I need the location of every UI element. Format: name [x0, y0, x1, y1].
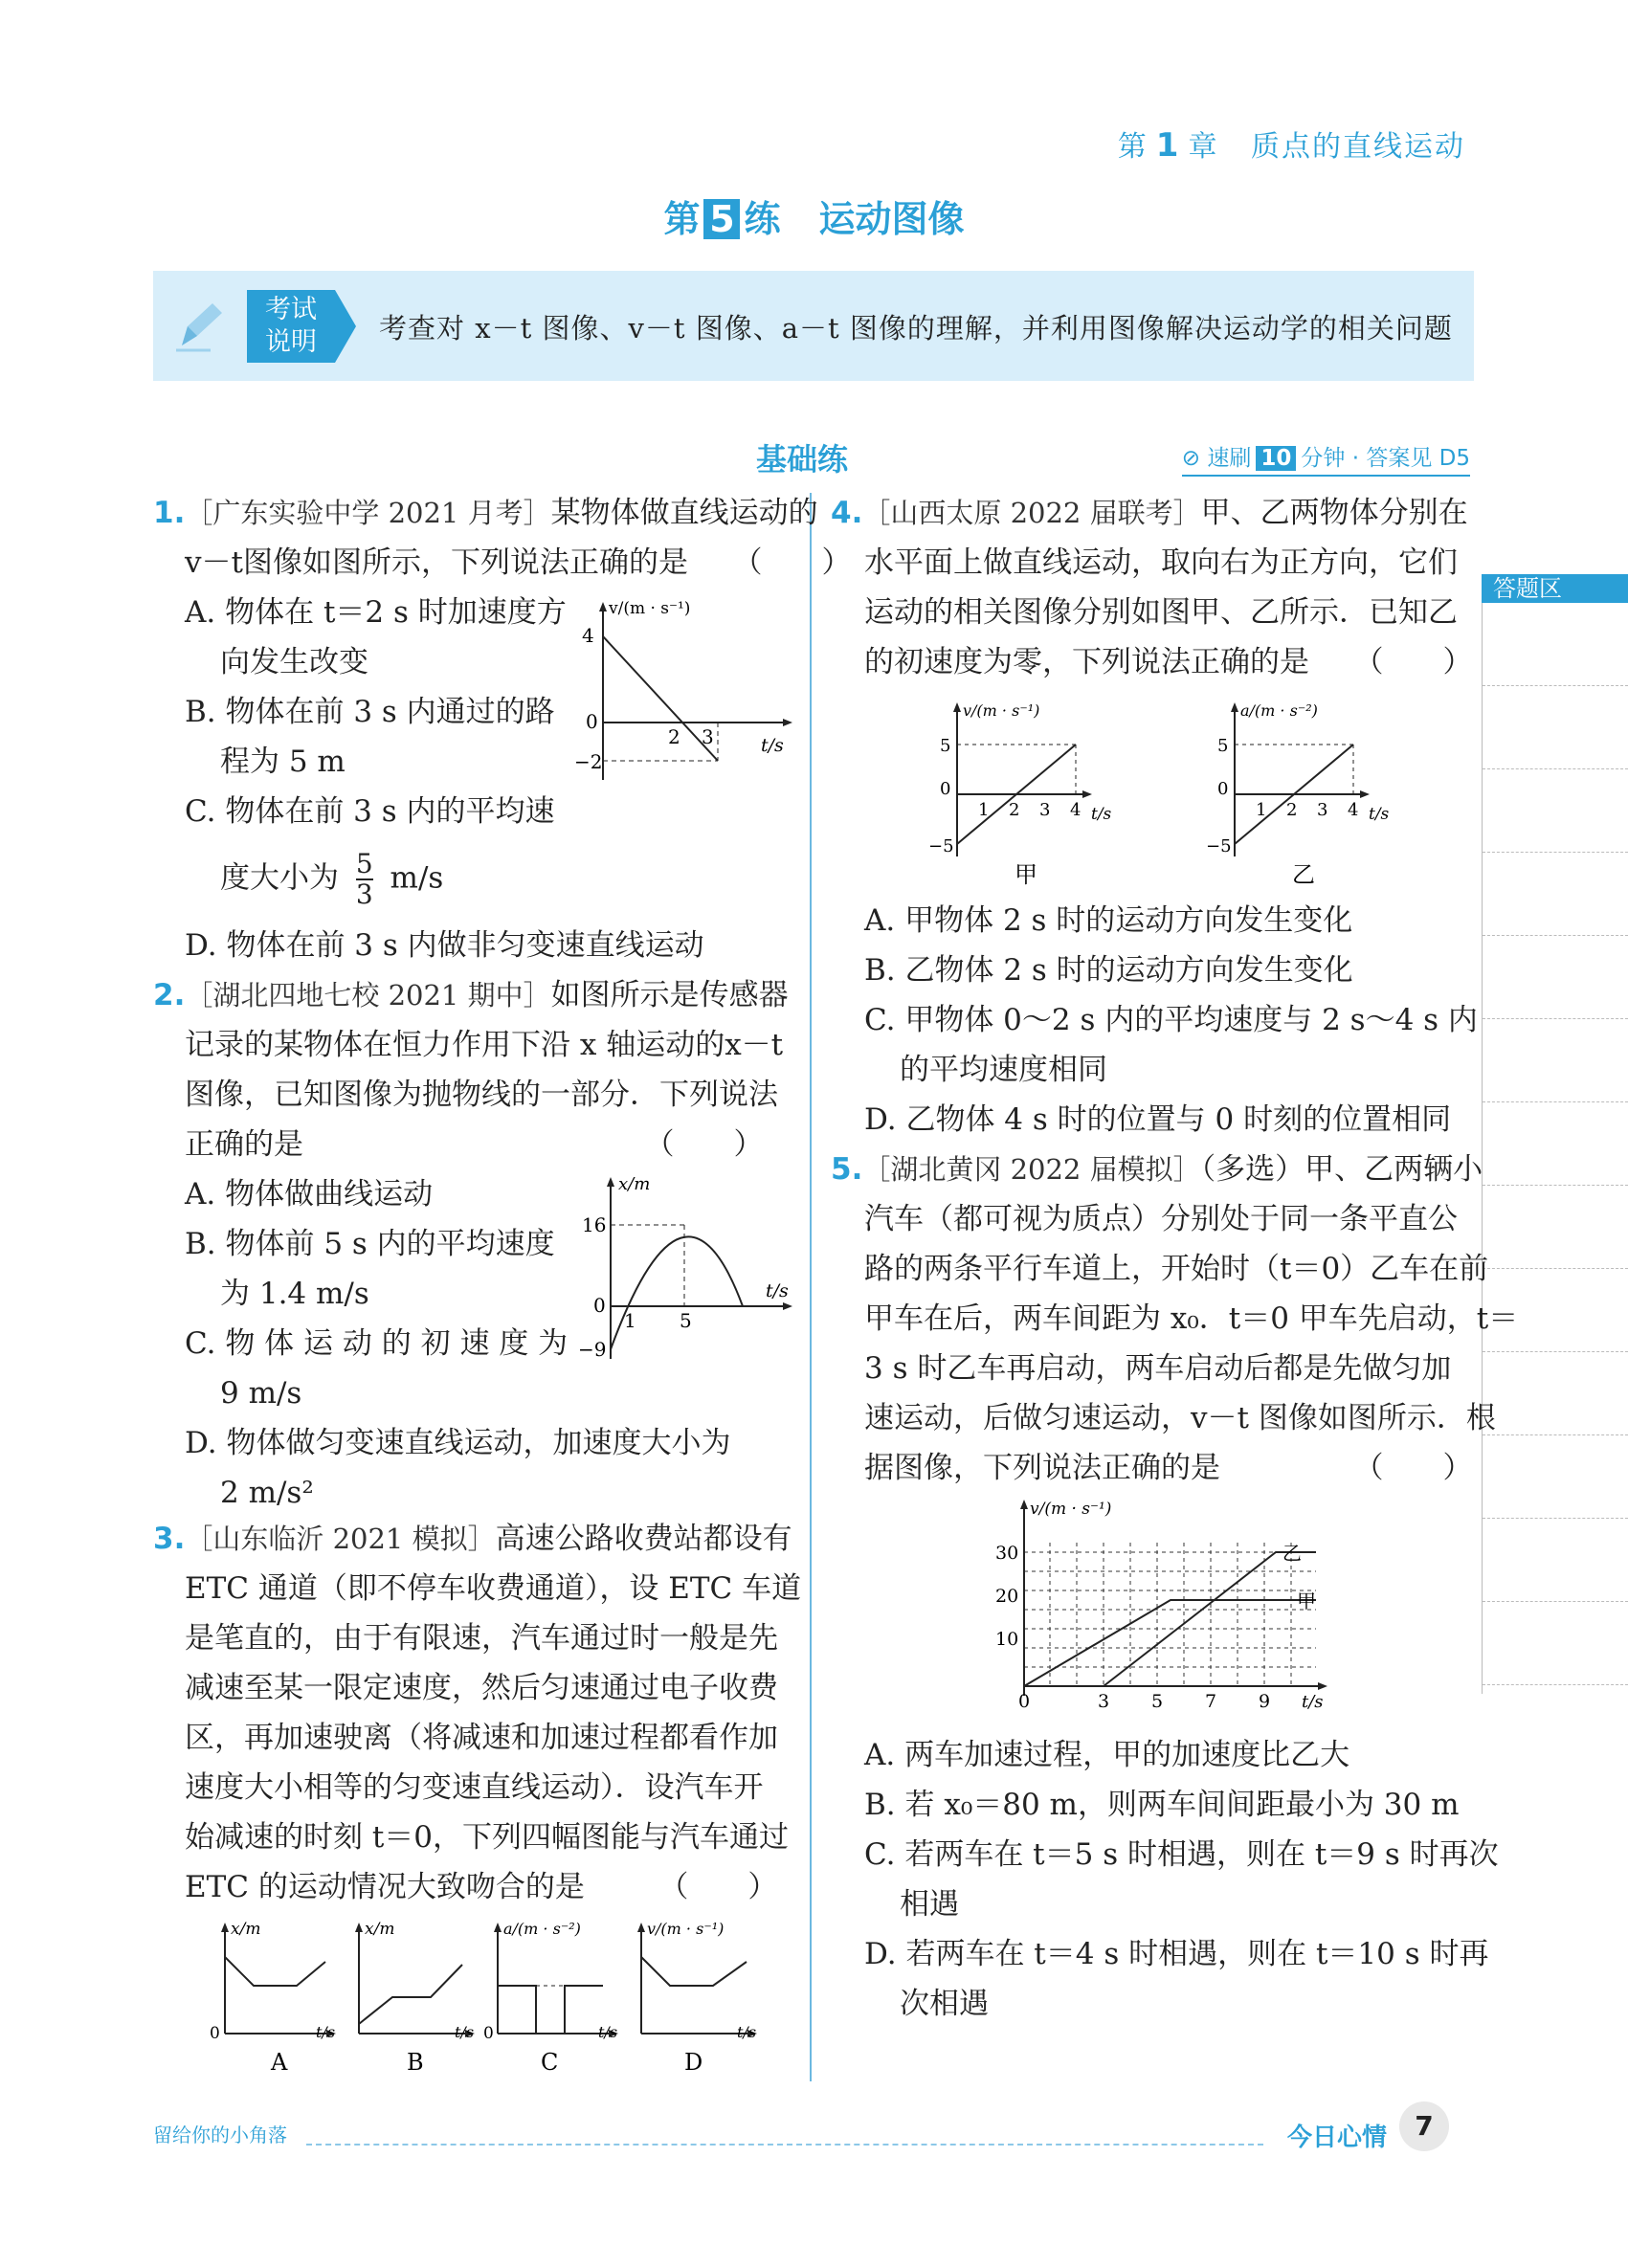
q2-option-c[interactable]: C. 物 体 运 动 的 初 速 度 为 [185, 1326, 569, 1361]
svg-text:乙: 乙 [1292, 861, 1315, 888]
svg-text:5: 5 [680, 1309, 692, 1332]
svg-text:1: 1 [978, 800, 990, 820]
svg-text:C: C [541, 2049, 559, 2076]
q3-line: 始减速的时刻 t＝0，下列四幅图能与汽车通过 [185, 1820, 790, 1855]
exam-description-text: 考查对 x－t 图像、v－t 图像、a－t 图像的理解，并利用图像解决运动学的相关问题 [379, 312, 1453, 345]
svg-text:5: 5 [940, 736, 951, 756]
svg-text:−5: −5 [1206, 836, 1232, 856]
svg-text:0: 0 [940, 779, 951, 799]
page-number: 7 [1399, 2101, 1449, 2151]
q4-graph-yi [1206, 701, 1390, 888]
svg-text:2: 2 [1286, 800, 1298, 820]
q4-option-c-2: 的平均速度相同 [900, 1053, 1107, 1087]
q2-option-b[interactable]: B. 物体前 5 s 内的平均速度 [185, 1227, 555, 1261]
svg-text:10: 10 [995, 1629, 1019, 1650]
svg-text:x/m: x/m [231, 1920, 261, 1939]
svg-text:4: 4 [1070, 800, 1082, 820]
svg-text:30: 30 [995, 1543, 1019, 1564]
svg-text:t/s: t/s [766, 1280, 789, 1301]
q5-line: 据图像，下列说法正确的是 （ ） [864, 1451, 1473, 1485]
svg-text:A: A [271, 2049, 288, 2076]
svg-text:−5: −5 [928, 836, 954, 856]
svg-text:v/(m · s⁻¹): v/(m · s⁻¹) [1030, 1500, 1112, 1519]
svg-text:D: D [684, 2049, 703, 2076]
svg-text:t/s: t/s [761, 735, 784, 756]
svg-text:t/s: t/s [1369, 805, 1390, 824]
svg-text:0: 0 [1018, 1691, 1031, 1710]
svg-text:1: 1 [1256, 800, 1267, 820]
q5-line-jia [1024, 1600, 1316, 1686]
q4-graph-jia [928, 701, 1112, 888]
q3-graph-d[interactable] [637, 1920, 757, 2076]
svg-text:t/s: t/s [737, 2023, 757, 2041]
q2-xt-graph [574, 1172, 804, 1364]
q4-stem: 4.［山西太原 2022 届联考］甲、乙两物体分别在 [831, 496, 1468, 530]
q5-vt-graph [986, 1495, 1349, 1710]
q3-graph-a[interactable] [210, 1920, 336, 2076]
footer-note-area: 留给你的小角落 [153, 2123, 287, 2146]
chapter-heading: 第 1 章 质点的直线运动 [1117, 126, 1465, 165]
svg-text:0: 0 [586, 710, 598, 733]
q5-line: 路的两条平行车道上，开始时（t＝0）乙车在前 [864, 1252, 1489, 1286]
q4-option-d[interactable]: D. 乙物体 4 s 时的位置与 0 时刻的位置相同 [864, 1102, 1452, 1137]
q5-stem: 5.［湖北黄冈 2022 届模拟］（多选）甲、乙两辆小 [831, 1152, 1483, 1187]
q3-line: 减速至某一限定速度，然后匀速通过电子收费 [185, 1671, 778, 1705]
svg-text:9: 9 [1259, 1691, 1271, 1710]
exam-description-tag: 考试 说明 [247, 290, 335, 363]
svg-text:3: 3 [1039, 800, 1051, 820]
svg-text:3: 3 [1317, 800, 1328, 820]
svg-text:甲: 甲 [1015, 861, 1037, 888]
q3-option-graphs [206, 1919, 780, 2081]
footer-dashed-line [306, 2144, 1263, 2146]
q1-vt-graph [574, 598, 804, 789]
svg-text:4: 4 [582, 624, 594, 647]
svg-text:甲: 甲 [1297, 1590, 1316, 1612]
exam-description-banner [153, 271, 1474, 381]
q2-option-c-2: 9 m/s [220, 1376, 302, 1411]
q1-option-c-2: 度大小为 $\frac{5}{3}$ m/s [220, 848, 444, 910]
svg-text:7: 7 [1205, 1691, 1217, 1710]
svg-text:−9: −9 [578, 1338, 607, 1361]
q4-option-a[interactable]: A. 甲物体 2 s 时的运动方向发生变化 [864, 903, 1353, 938]
svg-text:2: 2 [1009, 800, 1020, 820]
q5-line: 甲车在后，两车间距为 x₀．t＝0 甲车先启动，t＝ [864, 1301, 1519, 1336]
answer-area-tab: 答题区 [1482, 574, 1628, 603]
svg-text:0: 0 [1217, 779, 1229, 799]
q1-option-c[interactable]: C. 物体在前 3 s 内的平均速 [185, 794, 555, 829]
q2-option-d[interactable]: D. 物体做匀变速直线运动，加速度大小为 [185, 1426, 731, 1460]
svg-text:2: 2 [668, 725, 680, 748]
svg-text:5: 5 [1217, 736, 1229, 756]
q4-stem-2: 水平面上做直线运动，取向右为正方向，它们 [864, 545, 1458, 580]
svg-text:4: 4 [1348, 800, 1359, 820]
answer-area[interactable] [1482, 603, 1628, 1694]
q1-option-d[interactable]: D. 物体在前 3 s 内做非匀变速直线运动 [185, 928, 704, 963]
pen-icon [172, 298, 230, 355]
svg-text:0: 0 [593, 1294, 606, 1317]
svg-text:t/s: t/s [316, 2023, 336, 2041]
q2-option-b-2: 为 1.4 m/s [220, 1277, 369, 1311]
q3-line: ETC 的运动情况大致吻合的是 （ ） [185, 1870, 778, 1904]
q4-graphs [919, 699, 1436, 890]
q5-line-yi [1104, 1552, 1316, 1686]
q1-option-b[interactable]: B. 物体在前 3 s 内通过的路 [185, 695, 555, 729]
q5-option-d-2: 次相遇 [900, 1987, 989, 2021]
q2-stem-3: 图像，已知图像为抛物线的一部分．下列说法 [185, 1078, 778, 1112]
q4-option-c[interactable]: C. 甲物体 0～2 s 内的平均速度与 2 s～4 s 内 [864, 1003, 1478, 1037]
svg-text:20: 20 [995, 1586, 1019, 1607]
svg-text:t/s: t/s [455, 2023, 475, 2041]
svg-text:乙: 乙 [1282, 1542, 1302, 1565]
svg-text:t/s: t/s [598, 2023, 618, 2041]
q1-stem: 1.［广东实验中学 2021 月考］某物体做直线运动的 [153, 496, 818, 530]
svg-text:x/m: x/m [618, 1174, 651, 1194]
q3-stem: 3.［山东临沂 2021 模拟］高速公路收费站都设有 [153, 1522, 792, 1556]
svg-text:v/(m · s⁻¹): v/(m · s⁻¹) [963, 701, 1040, 720]
timer-icon: ⊘ [1181, 446, 1201, 471]
q3-line: 区，再加速驶离（将减速和加速过程都看作加 [185, 1721, 778, 1755]
q5-option-c-2: 相遇 [900, 1887, 959, 1922]
q3-graph-b[interactable] [355, 1920, 475, 2076]
svg-text:0: 0 [210, 2024, 220, 2043]
svg-text:1: 1 [624, 1309, 636, 1332]
svg-text:3: 3 [702, 725, 714, 748]
q5-line: 速运动，后做匀速运动，v－t 图像如图所示．根 [864, 1401, 1496, 1435]
q3-line: 速度大小相等的匀变速直线运动）．设汽车开 [185, 1770, 764, 1805]
q2-option-a[interactable]: A. 物体做曲线运动 [185, 1177, 434, 1212]
svg-text:x/m: x/m [365, 1920, 395, 1939]
q5-option-a[interactable]: A. 两车加速过程，甲的加速度比乙大 [864, 1738, 1350, 1772]
svg-text:a/(m · s⁻²): a/(m · s⁻²) [1240, 701, 1318, 720]
svg-text:0: 0 [483, 2024, 494, 2043]
lesson-title: 第 5 练 运动图像 [663, 198, 965, 240]
q1-option-a[interactable]: A. 物体在 t＝2 s 时加速度方 [185, 595, 567, 630]
svg-text:−2: −2 [574, 750, 603, 773]
timer-note: ⊘ 速刷 10 分钟 · 答案见 D5 [1182, 440, 1470, 477]
column-divider [810, 493, 812, 2081]
svg-text:B: B [407, 2049, 424, 2076]
q1-stem-2: v－t图像如图所示，下列说法正确的是 （ ） [185, 545, 852, 580]
svg-text:t/s: t/s [1302, 1692, 1324, 1710]
q1-ylabel: v/(m · s⁻¹) [609, 599, 691, 618]
q2-option-d-2: 2 m/s² [220, 1476, 314, 1510]
svg-text:16: 16 [582, 1213, 607, 1236]
q2-stem-4: 正确的是 （ ） [185, 1127, 764, 1162]
q5-option-b[interactable]: B. 若 x₀＝80 m，则两车间间距最小为 30 m [864, 1788, 1460, 1822]
svg-text:t/s: t/s [1091, 805, 1112, 824]
q2-stem: 2.［湖北四地七校 2021 期中］如图所示是传感器 [153, 978, 789, 1012]
q3-line: 是笔直的，由于有限速，汽车通过时一般是先 [185, 1621, 778, 1656]
footer-mood: 今日心情 [1287, 2123, 1388, 2152]
q3-graph-c[interactable] [483, 1920, 618, 2076]
svg-text:5: 5 [1151, 1691, 1164, 1710]
q4-stem-3: 运动的相关图像分别如图甲、乙所示．已知乙 [864, 595, 1458, 630]
q1-option-a-2: 向发生改变 [220, 645, 368, 679]
q5-line: 3 s 时乙车再启动，两车启动后都是先做匀加 [864, 1351, 1452, 1386]
q2-stem-2: 记录的某物体在恒力作用下沿 x 轴运动的x－t [185, 1028, 784, 1062]
q5-option-d[interactable]: D. 若两车在 t＝4 s 时相遇，则在 t＝10 s 时再 [864, 1937, 1489, 1971]
q5-line: 汽车（都可视为质点）分别处于同一条平直公 [864, 1202, 1458, 1236]
q3-line: ETC 通道（即不停车收费通道），设 ETC 车道 [185, 1571, 802, 1606]
svg-text:3: 3 [1098, 1691, 1110, 1710]
q5-option-c[interactable]: C. 若两车在 t＝5 s 时相遇，则在 t＝9 s 时再次 [864, 1837, 1499, 1872]
q1-option-b-2: 程为 5 m [220, 745, 346, 779]
section-title: 基础练 [756, 441, 849, 478]
svg-text:a/(m · s⁻²): a/(m · s⁻²) [503, 1920, 581, 1938]
q4-option-b[interactable]: B. 乙物体 2 s 时的运动方向发生变化 [864, 953, 1353, 988]
q4-stem-4: 的初速度为零，下列说法正确的是 （ ） [864, 645, 1473, 679]
svg-text:v/(m · s⁻¹): v/(m · s⁻¹) [647, 1920, 725, 1938]
